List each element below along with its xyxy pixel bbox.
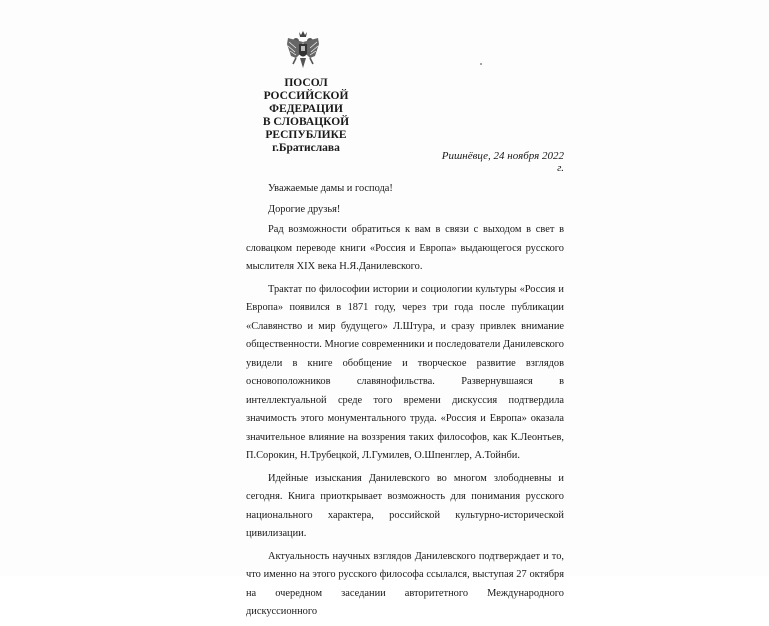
letter-body [246, 180, 564, 626]
letterhead-city: г.Братислава [272, 142, 340, 154]
paragraph: Трактат по философии истории и социологии культуры «Россия и Европа» появился в 1871 году, через три года после публикации «Славянство и мир будущего» Л.Штура, и сразу привлек внимание общественности. Многие современники и последователи Данилевского увидели в книге обобщение и творческое развитие взглядов основоположников славянофильства. Развернувшаяся в интеллектуальной среде того времени дискуссия подтвердила значимость этого монументального труда. «Россия и Европа» оказала значительное влияние на воззрения таких философов, как К.Леонтьев, П.Сорокин, Н.Трубецкой, Л.Гумилев, О.Шпенглер, А.Тойнби. [246, 283, 564, 461]
letterhead-title: ПОСОЛ [284, 77, 328, 89]
letterhead-location: В СЛОВАЦКОЙ РЕСПУБЛИКЕ [262, 116, 350, 141]
paragraph: Рад возможности обратиться к вам в связи с выходом в свет в словацком переводе книги «Россия и Европа» выдающегося русского мыслителя XIX века Н.Я.Данилевского. [246, 224, 564, 272]
paragraph: Идейные изыскания Данилевского во многом злободневны и сегодня. Книга приоткрывает возможность для понимания русского национального характера, российской культурно-исторической цивилизации. [246, 472, 564, 539]
letterhead-country: РОССИЙСКОЙ ФЕДЕРАЦИИ [263, 90, 349, 115]
greeting-line: Дорогие друзья! [268, 203, 341, 215]
scan-speck [480, 63, 482, 65]
russian-coat-of-arms-icon [286, 30, 320, 72]
greeting-line: Уважаемые дамы и господа! [268, 183, 393, 194]
letter-date: Ришнёвце, 24 ноября 2022 г. [441, 150, 564, 174]
letterhead [228, 77, 384, 155]
paragraph: Актуальность научных взглядов Данилевского подтверждает и то, что именно на этого русского философа ссылался, выступая 27 октября на очередном заседании авторитетного Международного дискуссионного [246, 550, 564, 617]
